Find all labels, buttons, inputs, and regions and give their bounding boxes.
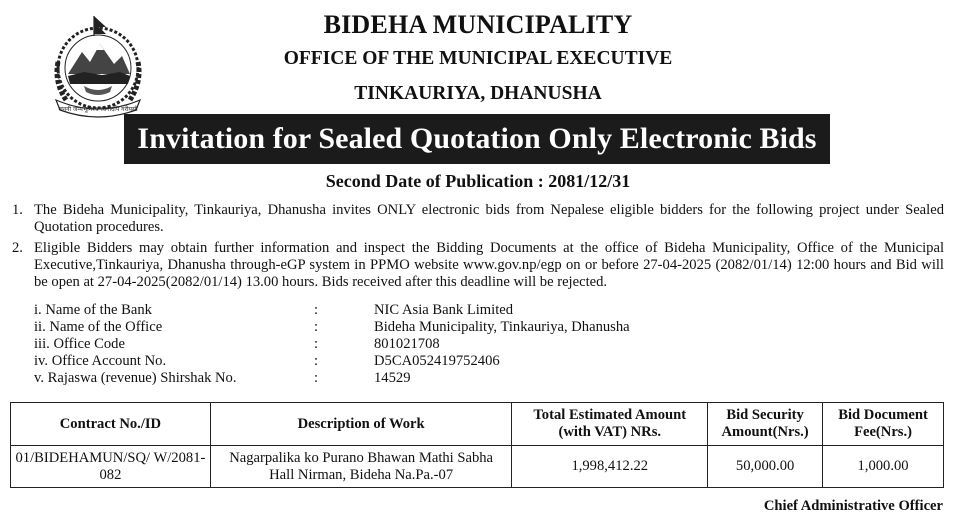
cell-document-fee: 1,000.00 [823, 446, 944, 488]
bank-detail-value: 14529 [374, 370, 411, 386]
bank-detail-colon: : [314, 319, 319, 335]
table-header-row [11, 403, 944, 446]
bank-detail-value: Bideha Municipality, Tinkauriya, Dhanusha [374, 319, 630, 335]
table-row [11, 446, 944, 488]
contracts-table [10, 402, 944, 488]
bank-detail-colon: : [314, 302, 319, 318]
bank-detail-colon: : [314, 336, 319, 352]
notice-banner: Invitation for Sealed Quotation Only Electronic Bids [124, 114, 830, 164]
paragraph-text: The Bideha Municipality, Tinkauriya, Dhanusha invites ONLY electronic bids from Nepalese eligible bidders for the following project under Sealed Quotation procedures. [34, 202, 944, 235]
header-document-fee: Bid Document Fee(Nrs.) [823, 403, 944, 446]
paragraph-number: 1. [12, 202, 23, 218]
bank-detail-label: ii. Name of the Office [34, 319, 163, 335]
location-title: TINKAURIYA, DHANUSHA [354, 83, 602, 104]
bank-detail-label: iv. Office Account No. [34, 353, 167, 369]
office-title: OFFICE OF THE MUNICIPAL EXECUTIVE [283, 48, 673, 69]
bank-detail-value: D5CA052419752406 [374, 353, 500, 369]
municipality-title: BIDEHA MUNICIPALITY [323, 10, 633, 39]
paragraph-2 [12, 240, 944, 291]
bank-detail-colon: : [314, 353, 319, 369]
bank-detail-label: i. Name of the Bank [34, 302, 152, 318]
bank-detail-value: NIC Asia Bank Limited [374, 302, 514, 318]
bank-detail-colon: : [314, 370, 319, 386]
header-description: Description of Work [210, 403, 512, 446]
header-contract-no: Contract No./ID [11, 403, 211, 446]
bank-detail-label: v. Rajaswa (revenue) Shirshak No. [34, 370, 237, 386]
paragraph-1 [12, 202, 944, 236]
bank-detail-label: iii. Office Code [34, 336, 125, 352]
cell-description: Nagarpalika ko Purano Bhawan Mathi Sabha Hall Nirman, Bideha Na.Pa.-07 [210, 446, 512, 488]
bank-detail-value: 801021708 [374, 336, 440, 352]
emblem-motto: जननी जन्मभूमिश्च स्वर्गादपि गरीयसी [58, 106, 138, 113]
paragraph-number: 2. [12, 240, 23, 256]
header-bid-security: Bid Security Amount(Nrs.) [708, 403, 823, 446]
cell-estimated-amount: 1,998,412.22 [512, 446, 708, 488]
paragraph-text: Eligible Bidders may obtain further information and inspect the Bidding Documents at the office of Bideha Municipality, Office of the Municipal Executive,Tinkauriya, Dhanusha through-eGP system in PPMO website www.gov.np/egp on or before 27-04-2025 (2082/01/14) 12:00 hours and Bid will be open at 27-04-2025(2082/01/14) 13.00 hours. Bids received after this deadline will be rejected. [34, 240, 944, 290]
cell-bid-security: 50,000.00 [708, 446, 823, 488]
header-estimated-amount: Total Estimated Amount (with VAT) NRs. [512, 403, 708, 446]
signature-title: Chief Administrative Officer [763, 498, 943, 514]
cell-contract-no: 01/BIDEHAMUN/SQ/ W/2081-082 [11, 446, 211, 488]
publication-date: Second Date of Publication : 2081/12/31 [325, 171, 631, 191]
